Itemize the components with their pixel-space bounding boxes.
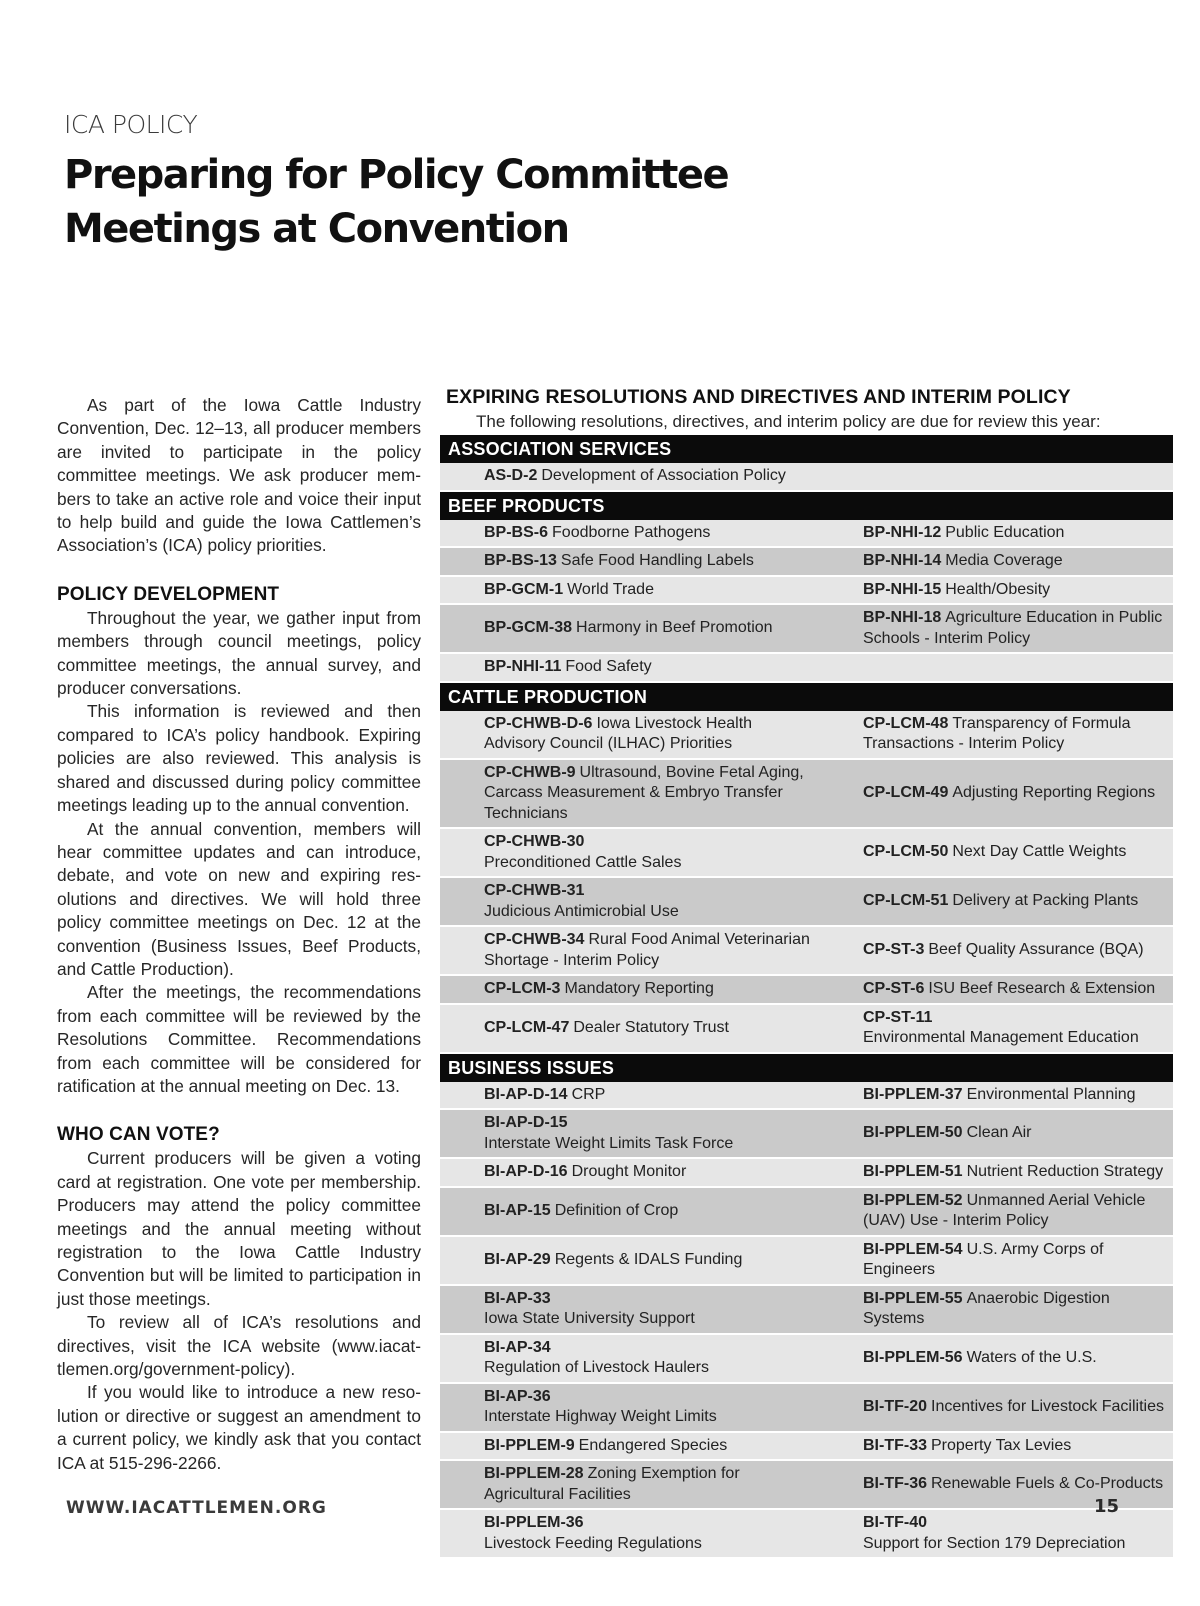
policy-cell: [821, 711, 1173, 758]
policy-code: CP-CHWB-34: [484, 931, 585, 948]
footer-url: WWW.IACATTLEMEN.ORG: [66, 1498, 327, 1518]
article-intro: As part of the Iowa Cattle Industry Convention, Dec. 12–13, all producer members are invited to participate in the policy committee meetings. We ask producer members to take an active role and voice their input to help build and guide the Iowa Cattlemen’s Association’s (ICA) policy priorities.: [57, 395, 421, 556]
policy-cell: [440, 1384, 821, 1431]
policy-code: BI-AP-33: [484, 1289, 551, 1307]
policy-code: BI-PPLEM-54: [863, 1240, 963, 1258]
policy-title: Endangered Species: [578, 1436, 728, 1454]
policy-cell: [821, 1394, 1173, 1421]
policy-code: BI-PPLEM-52: [863, 1191, 963, 1209]
policy-cell: [440, 1110, 821, 1157]
policy-title: Regents & IDALS Funding: [554, 1250, 743, 1268]
policy-code: BI-PPLEM-55: [863, 1289, 963, 1307]
policy-title: Iowa State University Support: [484, 1310, 695, 1327]
policy-cell: [821, 1286, 1173, 1333]
policy-title: Support for Section 179 Depreciation: [863, 1534, 1126, 1552]
table-row: [440, 1110, 1173, 1159]
table-row: [440, 1286, 1173, 1335]
table-row: [440, 1510, 1173, 1559]
policy-title: World Trade: [567, 580, 654, 598]
policy-code: CP-CHWB-31: [484, 882, 585, 899]
table-row: [440, 976, 1173, 1005]
table-row: [440, 1237, 1173, 1286]
policy-code: BI-AP-34: [484, 1338, 551, 1356]
policy-title: Definition of Crop: [554, 1201, 679, 1219]
policy-cell: [440, 1433, 821, 1460]
who-can-vote-heading: WHO CAN VOTE?: [57, 1124, 220, 1146]
policy-cell: [821, 473, 1173, 479]
policy-code: BI-AP-D-14: [484, 1085, 568, 1103]
table-row: [440, 577, 1173, 606]
policy-cell: [821, 1082, 1173, 1109]
policy-title: Regulation of Livestock Haulers: [484, 1359, 710, 1376]
policy-title: Rural Food Animal Veterinarian Shortage - Interim Policy: [484, 931, 810, 969]
table-row: [440, 1159, 1173, 1188]
policy-cell: [440, 1198, 821, 1225]
policy-title: Next Day Cattle Weights: [952, 843, 1127, 861]
policy-cell: [440, 760, 821, 828]
policy-cell: [440, 1461, 821, 1508]
table-row: [440, 548, 1173, 577]
policy-cell: [821, 937, 1173, 964]
policy-cell: [821, 1159, 1173, 1186]
policy-title: Media Coverage: [945, 552, 1063, 569]
policy-code: CP-LCM-47: [484, 1018, 570, 1036]
policy-cell: [440, 577, 821, 604]
policy-code: CP-LCM-48: [863, 714, 949, 732]
policy-title: CRP: [571, 1085, 606, 1103]
table-row: [440, 1384, 1173, 1433]
policy-code: CP-CHWB-D-6: [484, 714, 593, 732]
policy-cell: [440, 520, 821, 547]
table-row: [440, 927, 1173, 976]
policy-cell: [821, 1510, 1173, 1557]
page-number: 15: [1094, 1496, 1120, 1517]
policy-code: BP-NHI-15: [863, 580, 942, 598]
policy-cell: [440, 654, 821, 681]
policy-title: Food Safety: [565, 658, 652, 675]
policy-title: Beef Quality Assurance (BQA): [928, 941, 1144, 959]
policy-cell: [821, 976, 1173, 1003]
policy-title: Foodborne Pathogens: [552, 523, 711, 541]
policy-title: U.S. Army Corps of Engineers: [863, 1240, 1104, 1278]
policy-title: Preconditioned Cattle Sales: [484, 853, 682, 871]
policy-code: BI-AP-29: [484, 1250, 551, 1268]
policy-title: Environmental Management Education: [863, 1029, 1139, 1046]
policy-cell: [440, 1015, 821, 1042]
table-row: [440, 1005, 1173, 1054]
policy-code: CP-ST-3: [863, 941, 925, 959]
policy-cell: [821, 839, 1173, 866]
policy-title: Transparency of Formula Transactions - Interim Policy: [863, 714, 1131, 752]
table-row: [440, 760, 1173, 830]
policy-code: BI-TF-36: [863, 1475, 927, 1493]
policy-title: Zoning Exemption for Agricultural Facilities: [484, 1465, 740, 1503]
policy-cell: [821, 1433, 1173, 1460]
policy-code: CP-LCM-51: [863, 892, 949, 910]
policy-code: BI-AP-D-16: [484, 1163, 568, 1180]
article-paragraph: If you would like to introduce a new resolution or directive or suggest an amendment to a current policy, we kindly ask that you contact ICA at 515-296-2266.: [57, 1382, 421, 1473]
policy-code: AS-D-2: [484, 467, 538, 484]
policy-title: Judicious Antimicrobial Use: [484, 902, 679, 920]
policy-cell: [821, 664, 1173, 670]
title-line-2: Meetings at Convention: [64, 206, 569, 252]
policy-code: BI-TF-33: [863, 1436, 927, 1454]
table-row: [440, 520, 1173, 549]
policy-code: BP-GCM-1: [484, 580, 564, 598]
article-paragraph: This information is reviewed and then compared to ICA’s policy handbook. Expiring policies are also reviewed. This analysis is shared and discussed during policy committee meetings leading up to the annual convention.: [57, 701, 421, 816]
policy-cell: [821, 780, 1173, 807]
table-intro: The following resolutions, directives, and interim policy are due for review this year:: [476, 412, 1101, 431]
section-kicker: ICA POLICY: [64, 110, 198, 139]
policy-code: BI-PPLEM-9: [484, 1436, 575, 1454]
article-paragraph: To review all of ICA’s resolutions and directives, visit the ICA website (www.iacattlemen.org/government-policy).: [57, 1312, 421, 1380]
article-paragraph: Throughout the year, we gather input from members through council meetings, policy committee meetings, the annual survey, and producer conversations.: [57, 607, 421, 699]
table-row: [440, 1335, 1173, 1384]
policy-cell: [440, 878, 821, 925]
policy-code: BI-PPLEM-37: [863, 1085, 963, 1103]
policy-code: BP-GCM-38: [484, 619, 573, 637]
category-header: CATTLE PRODUCTION: [440, 683, 1173, 711]
policy-cell: [821, 888, 1173, 915]
policy-cell: [821, 577, 1173, 604]
policy-cell: [440, 1286, 821, 1333]
policy-code: BI-PPLEM-56: [863, 1348, 963, 1366]
table-row: [440, 654, 1173, 683]
policy-code: BP-NHI-14: [863, 552, 942, 569]
policy-code: CP-LCM-49: [863, 784, 949, 801]
policy-title: Ultrasound, Bovine Fetal Aging, Carcass Measurement & Embryo Transfer Technicians: [484, 763, 804, 822]
policy-title: Incentives for Livestock Facilities: [931, 1397, 1164, 1415]
policy-code: CP-LCM-50: [863, 843, 949, 861]
policy-title: Anaerobic Digestion Systems: [863, 1289, 1110, 1327]
table-row: [440, 711, 1173, 760]
policy-cell: [440, 829, 821, 876]
policy-cell: [821, 548, 1173, 575]
policy-code: BP-NHI-18: [863, 609, 942, 626]
policy-code: BI-AP-36: [484, 1387, 551, 1405]
policy-title: Environmental Planning: [966, 1085, 1136, 1103]
policy-cell: [440, 548, 821, 575]
table-row: [440, 1461, 1173, 1510]
policy-cell: [821, 1005, 1173, 1052]
category-header: BUSINESS ISSUES: [440, 1054, 1173, 1082]
table-row: [440, 605, 1173, 654]
policy-title: Property Tax Levies: [931, 1436, 1072, 1454]
policy-title: Renewable Fuels & Co-Products: [931, 1475, 1164, 1493]
policy-cell: [440, 1335, 821, 1382]
policy-code: BI-AP-15: [484, 1201, 551, 1219]
policy-cell: [821, 605, 1173, 652]
policy-cell: [821, 1237, 1173, 1284]
policy-code: BP-BS-13: [484, 552, 557, 569]
policy-title: Iowa Livestock Health Advisory Council (ILHAC) Priorities: [484, 714, 753, 752]
policy-title: Drought Monitor: [571, 1163, 687, 1180]
policy-cell: [440, 927, 821, 974]
policy-title: ISU Beef Research & Extension: [928, 980, 1156, 997]
policy-title: Livestock Feeding Regulations: [484, 1534, 702, 1552]
policy-code: CP-ST-11: [863, 1008, 933, 1026]
policy-code: BI-PPLEM-28: [484, 1465, 584, 1482]
policy-title: Waters of the U.S.: [966, 1348, 1097, 1366]
policy-code: BI-PPLEM-51: [863, 1163, 963, 1180]
policy-code: BP-NHI-12: [863, 523, 942, 541]
policy-code: BI-PPLEM-36: [484, 1514, 584, 1531]
policy-title: Clean Air: [966, 1124, 1032, 1142]
policy-code: CP-CHWB-9: [484, 763, 576, 781]
table-title: EXPIRING RESOLUTIONS AND DIRECTIVES AND INTERIM POLICY: [446, 386, 1071, 408]
policy-cell: [440, 463, 821, 490]
policy-title: Harmony in Beef Promotion: [576, 619, 773, 637]
policy-title: Agriculture Education in Public Schools - Interim Policy: [863, 609, 1163, 647]
category-header: BEEF PRODUCTS: [440, 492, 1173, 520]
policy-title: Unmanned Aerial Vehicle (UAV) Use - Interim Policy: [863, 1191, 1146, 1229]
policy-cell: [821, 1471, 1173, 1498]
title-line-1: Preparing for Policy Committee: [64, 152, 729, 198]
table-row: [440, 1188, 1173, 1237]
article-paragraph: At the annual convention, members will hear committee updates and can introduce, debate, and vote on new and expiring resolutions and directives. We will hold three policy committee meetings on Dec. 12 at the convention (Business Issues, Beef Products, and Cattle Production).: [57, 818, 421, 979]
policy-cell: [440, 1510, 821, 1557]
policy-cell: [821, 1120, 1173, 1147]
policy-title: Mandatory Reporting: [564, 980, 714, 997]
policy-code: BP-BS-6: [484, 523, 549, 541]
policy-cell: [440, 1082, 821, 1109]
table-row: [440, 1433, 1173, 1462]
policy-title: Interstate Highway Weight Limits: [484, 1408, 717, 1425]
policy-title: Nutrient Reduction Strategy: [966, 1163, 1164, 1180]
policy-title: Delivery at Packing Plants: [952, 892, 1139, 910]
policy-cell: [440, 615, 821, 642]
policy-title: Interstate Weight Limits Task Force: [484, 1134, 734, 1152]
table-row: [440, 878, 1173, 927]
policy-cell: [821, 1345, 1173, 1372]
policy-cell: [821, 1188, 1173, 1235]
article-paragraph: After the meetings, the recommendations from each committee will be reviewed by the Resolutions Committee. Recommendations from each committee will be considered for ratification at the annual meeting on Dec. 13.: [57, 982, 421, 1096]
policy-code: CP-ST-6: [863, 980, 925, 997]
table-row: [440, 1082, 1173, 1111]
policy-cell: [821, 520, 1173, 547]
policy-title: Health/Obesity: [945, 580, 1051, 598]
policy-title: Safe Food Handling Labels: [560, 552, 754, 569]
table-row: [440, 463, 1173, 492]
policy-cell: [440, 711, 821, 758]
policy-code: BI-TF-40: [863, 1514, 927, 1531]
policy-cell: [440, 1159, 821, 1186]
article-paragraph: Current producers will be given a voting card at registration. One vote per membership. Producers may attend the policy committee meetings and the annual meeting without registration to the Iowa Cattle Industry Convention but will be limited to participation in just those meetings.: [57, 1148, 421, 1309]
table-row: [440, 829, 1173, 878]
policy-code: BI-TF-20: [863, 1397, 927, 1415]
policy-code: BP-NHI-11: [484, 658, 562, 675]
policy-code: CP-CHWB-30: [484, 833, 585, 850]
policy-title: Adjusting Reporting Regions: [952, 784, 1156, 801]
policy-title: Dealer Statutory Trust: [573, 1018, 729, 1036]
policy-code: BI-AP-D-15: [484, 1114, 568, 1131]
policy-cell: [440, 976, 821, 1003]
category-header: ASSOCIATION SERVICES: [440, 435, 1173, 463]
policy-code: BI-PPLEM-50: [863, 1124, 963, 1142]
policy-title: Development of Association Policy: [541, 467, 786, 484]
article-body: [57, 394, 421, 1475]
policy-cell: [440, 1247, 821, 1274]
table-body: [440, 435, 1173, 1559]
page-title: [64, 148, 824, 256]
policy-code: CP-LCM-3: [484, 980, 561, 997]
policy-development-heading: POLICY DEVELOPMENT: [57, 583, 280, 605]
expiring-policy-table: [440, 384, 1173, 1559]
policy-title: Public Education: [945, 523, 1065, 541]
